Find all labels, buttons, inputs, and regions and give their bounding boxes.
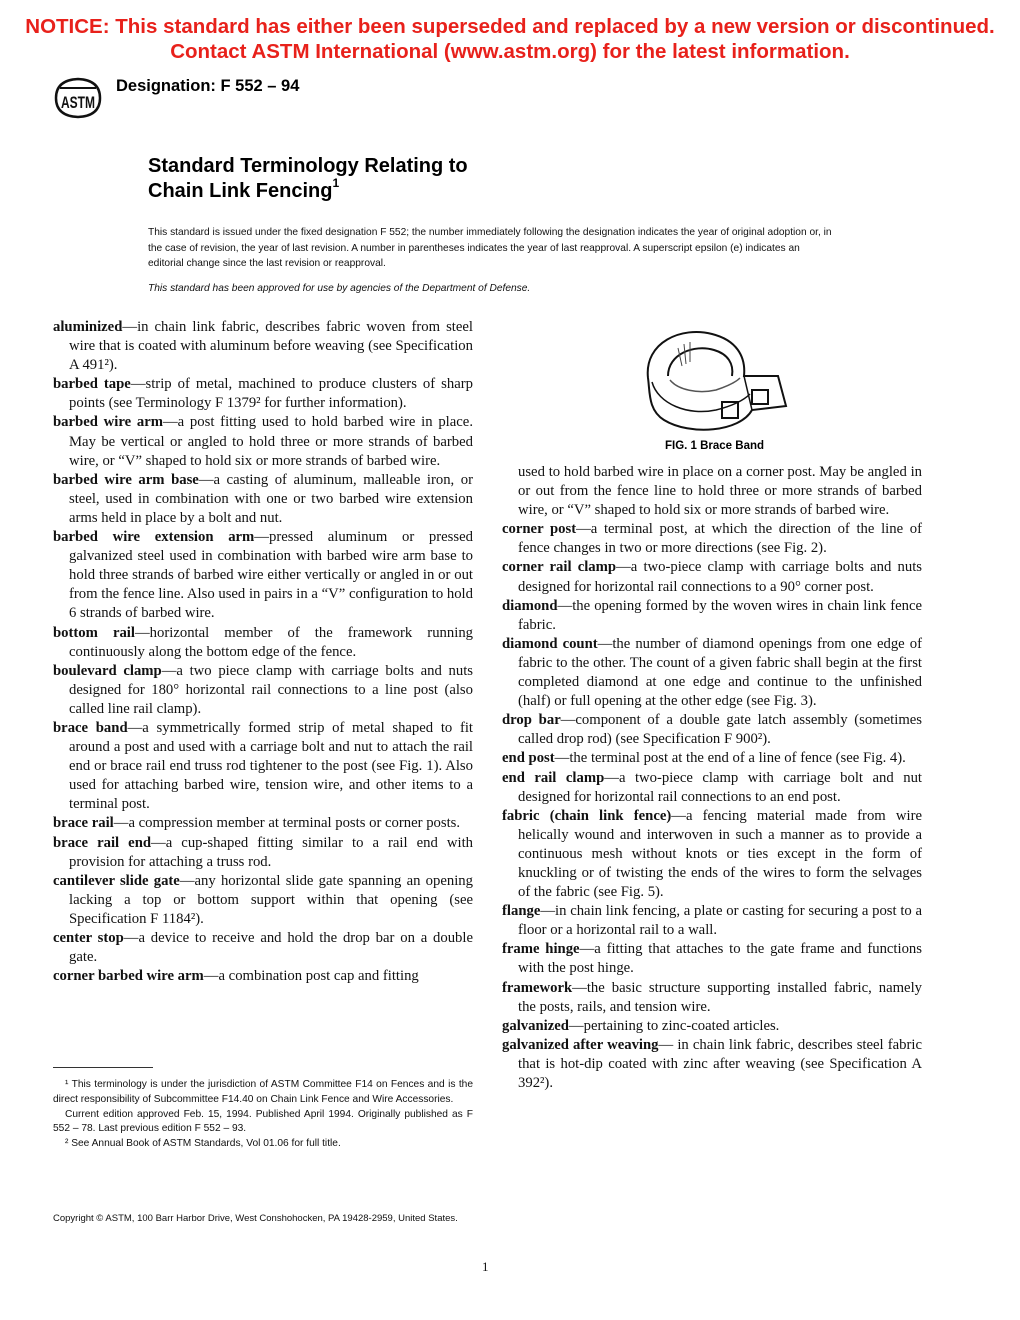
term-entry [53, 375, 473, 413]
left-column [53, 318, 473, 986]
term-definition: —the opening formed by the woven wires in chain link fence fabric. [518, 597, 922, 633]
term-entry [502, 902, 922, 940]
term: corner post [502, 521, 577, 538]
term-entry [53, 318, 473, 375]
term-definition: — in chain link fabric, describes steel fabric that is hot-dip coated with zinc after weaving (see Specification A 392²). [518, 1036, 923, 1091]
term-definition: —a post fitting used to hold barbed wire in place. May be vertical or angled to hold three or more strands of barbed wire, or “V” shaped to hold six or more strands of barbed wire. [69, 414, 473, 469]
term-entry [502, 520, 922, 558]
title-footnote-mark: 1 [332, 176, 340, 191]
term-definition: —the number of diamond openings from one edge of fabric to the other. The count of a given fabric shall begin at the first completed diamond at one edge and continue to the unfinished (half) or full opening at the other edge (see Fig. 3). [518, 635, 922, 710]
term-entry [53, 872, 473, 929]
term: barbed wire arm [53, 414, 163, 431]
term-entry [502, 1036, 922, 1093]
term: corner barbed wire arm [53, 968, 204, 985]
term-definition: —the terminal post at the end of a line of fence (see Fig. 4). [554, 750, 906, 767]
term-definition: —a cup-shaped fitting similar to a rail end with provision for attaching a truss rod. [69, 834, 474, 870]
term-entry [53, 662, 473, 719]
term-definition: —a device to receive and hold the drop bar on a double gate. [69, 930, 474, 966]
term-entry [53, 719, 473, 814]
footnote-rule [53, 1067, 153, 1068]
term: barbed tape [53, 376, 131, 393]
approval-note: This standard has been approved for use by agencies of the Department of Defense. [148, 283, 531, 294]
term-definition: —a two-piece clamp with carriage bolts and nuts designed for horizontal rail connections to a 90° corner post. [518, 559, 922, 595]
left-entry-list [53, 318, 473, 986]
term-entry [53, 814, 473, 833]
term-definition: —a two-piece clamp with carriage bolt and nut designed for horizontal rail connections to an end post. [518, 769, 923, 805]
term-definition: —in chain link fencing, a plate or casting for securing a post to a floor or a horizontal rail to a wall. [518, 903, 922, 939]
term-definition: —strip of metal, machined to produce clusters of sharp points (see Terminology F 1379² for further information). [69, 376, 473, 412]
term: brace rail [53, 815, 114, 832]
term-entry [502, 749, 922, 768]
notice-line-2: Contact ASTM International (www.astm.org) for the latest information. [170, 40, 850, 63]
footnote-1: ¹ This terminology is under the jurisdiction of ASTM Committee F14 on Fences and is the direct responsibility of Subcommittee F14.40 on Chain Link Fence and Wire Accessories. [53, 1079, 473, 1105]
term-definition: —a compression member at terminal posts or corner posts. [113, 815, 461, 832]
term: brace rail end [53, 834, 152, 851]
term: center stop [53, 930, 124, 946]
term: cantilever slide gate [53, 872, 180, 889]
term: galvanized after weaving [502, 1036, 659, 1053]
term-entry [53, 624, 473, 662]
designation: Designation: F 552 – 94 [116, 77, 300, 95]
term-entry [53, 834, 473, 872]
notice-line-1: NOTICE: This standard has either been superseded and replaced by a new version or discontinued. [25, 15, 995, 38]
term: diamond count [502, 635, 598, 652]
term-definition: —a symmetrically formed strip of metal shaped to fit around a post and used with a carriage bolt and nut to attach the rail end or brace rail end truss rod tightener to the post (see Fig. 1). Also used for attaching barbed wire, tension wire, and other items to a terminal post. [69, 719, 473, 813]
notice-banner [0, 14, 1020, 64]
term: end rail clamp [502, 769, 605, 786]
term: flange [502, 903, 541, 920]
term-definition: —component of a double gate latch assembly (sometimes called drop rod) (see Specification F 900²). [518, 712, 923, 748]
term-entry [53, 413, 473, 470]
term-entry [502, 769, 922, 807]
right-continuation: used to hold barbed wire in place on a corner post. May be angled in or out from the fence line to hold three or more strands of barbed wire, or “V” shaped to hold six or more strands of barbed wire. [518, 464, 922, 519]
term: fabric (chain link fence) [502, 807, 672, 824]
term-definition: —a combination post cap and fitting [203, 968, 419, 985]
term-entry [502, 1017, 922, 1036]
term: barbed wire extension arm [53, 529, 255, 546]
term-entry [502, 940, 922, 978]
term-definition: —pertaining to zinc-coated articles. [568, 1017, 780, 1034]
title-line-2: Chain Link Fencing [148, 180, 333, 202]
term-definition: —in chain link fabric, describes fabric woven from steel wire that is coated with aluminum before weaving (see Specification A 491²). [69, 319, 473, 374]
term: aluminized [53, 319, 123, 335]
term: boulevard clamp [53, 662, 162, 679]
term-definition: —a fencing material made from wire helically wound and interwoven in such a manner as to provide a continuous mesh without knots or ties except in the form of knuckling or of twisting the ends of the wires to form the selvages of the fabric (see Fig. 5). [518, 807, 922, 901]
term-definition: —a two piece clamp with carriage bolts and nuts designed for 180° horizontal rail connections to a line post (also called line rail clamp). [69, 662, 473, 717]
term: framework [502, 979, 573, 996]
term-entry [53, 929, 473, 967]
brace-band-figure [628, 320, 798, 438]
term: barbed wire arm base [53, 471, 199, 488]
logo-text: ASTM [61, 93, 95, 112]
term: frame hinge [502, 941, 580, 958]
copyright: Copyright © ASTM, 100 Barr Harbor Drive, West Conshohocken, PA 19428-2959, United States. [53, 1213, 458, 1224]
term-entry [502, 558, 922, 596]
term: brace band [53, 719, 128, 736]
term-entry [53, 471, 473, 528]
astm-logo [52, 76, 104, 120]
term-definition: —a fitting that attaches to the gate frame and functions with the post hinge. [518, 941, 922, 977]
term-definition: —the basic structure supporting installed fabric, namely the posts, rails, and tension wire. [518, 979, 922, 1015]
figure-caption: FIG. 1 Brace Band [664, 440, 765, 452]
term-entry [53, 528, 473, 623]
footnote-2: ² See Annual Book of ASTM Standards, Vol 01.06 for full title. [65, 1138, 341, 1150]
term: bottom rail [53, 624, 135, 641]
term: end post [502, 750, 555, 767]
term-entry [502, 711, 922, 749]
term-definition: —a casting of aluminum, malleable iron, or steel, used in combination with one or two barbed wire extension arms held in place by a bolt and nut. [69, 471, 473, 526]
term-entry [502, 979, 922, 1017]
term-entry [502, 597, 922, 635]
page-number: 1 [482, 1259, 489, 1274]
term-definition: —pressed aluminum or pressed galvanized steel used in combination with barbed wire arm base to hold three strands of barbed wire either vertically or angled in or out from the fence line. Also used in pairs in a “V” configuration to hold 6 strands of barbed wire. [69, 529, 473, 622]
term: diamond [502, 597, 558, 614]
document-title [148, 154, 468, 204]
term-definition: —a terminal post, at which the direction of the line of fence changes in two or more directions (see Fig. 2). [518, 521, 922, 557]
term-entry [502, 635, 922, 711]
right-column [502, 463, 922, 1093]
footnote-1-edition: Current edition approved Feb. 15, 1994. Published April 1994. Originally published as F 552 – 78. Last previous edition F 552 – 93. [53, 1108, 473, 1135]
term-definition: —any horizontal slide gate spanning an opening lacking a top or bottom support within that opening (see Specification F 1184²). [69, 872, 473, 927]
term-entry [502, 807, 922, 902]
right-entry-list [502, 520, 922, 1093]
intro-paragraph: This standard is issued under the fixed designation F 552; the number immediately following the designation indicates the year of original adoption or, in the case of revision, the year of last revision. A number in parentheses indicates the year of last reapproval. A superscript epsilon (e) indicates an editorial change since the last revision or reapproval. [148, 227, 832, 269]
term: drop bar [502, 712, 561, 729]
term-entry [53, 967, 473, 986]
term-definition: —horizontal member of the framework running continuously along the bottom edge of the fence. [69, 624, 474, 660]
footnotes [53, 1078, 473, 1152]
title-line-1: Standard Terminology Relating to [148, 155, 468, 177]
term: corner rail clamp [502, 559, 617, 576]
term: galvanized [502, 1017, 569, 1034]
